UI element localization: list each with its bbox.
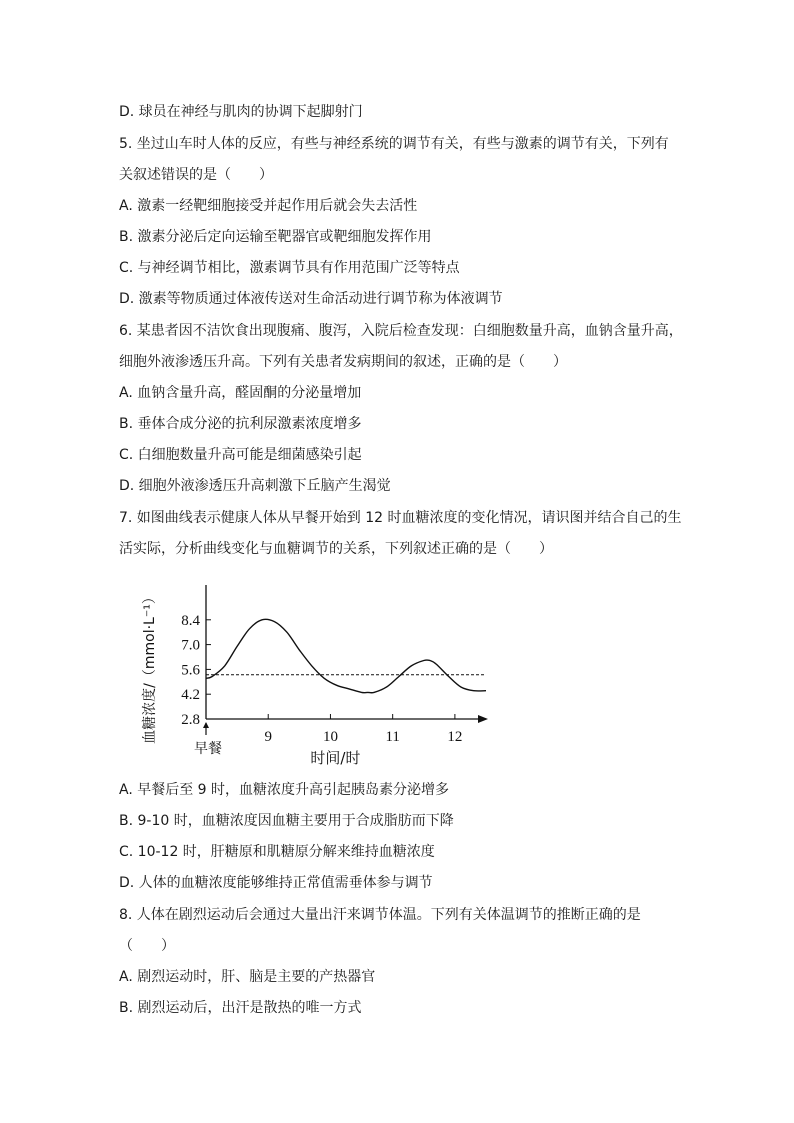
question-6-stem: 6. 某患者因不洁饮食出现腹痛、腹泻，入院后检查发现：白细胞数量升高，血钠含量升高， — [119, 323, 683, 339]
y-tick-label: 5.6 — [181, 662, 200, 679]
x-tick-label: 11 — [385, 729, 400, 745]
y-tick-label: 7.0 — [181, 637, 200, 654]
y-axis-label: 血糖浓度/（mmol·L⁻¹） — [142, 590, 158, 744]
text-line-d-option-q4: D. 球员在神经与肌肉的协调下起脚射门 — [119, 104, 363, 120]
q6-option-a: A. 血钠含量升高，醛固酮的分泌量增加 — [119, 385, 362, 401]
question-5-stem: 5. 坐过山车时人体的反应，有些与神经系统的调节有关，有些与激素的调节有关，下列有 — [119, 136, 669, 152]
x-tick-label: 12 — [447, 729, 463, 745]
q7-option-d: D. 人体的血糖浓度能够维持正常值需垂体参与调节 — [119, 875, 433, 891]
breakfast-label: 早餐 — [194, 741, 222, 757]
x-tick-label: 9 — [264, 729, 272, 745]
breakfast-arrow-head — [203, 722, 209, 728]
q5-option-a: A. 激素一经靶细胞接受并起作用后就会失去活性 — [119, 198, 418, 214]
y-tick-label: 2.8 — [181, 712, 200, 728]
question-7-stem-cont: 活实际，分析曲线变化与血糖调节的关系，下列叙述正确的是（ ） — [119, 541, 553, 557]
blood-glucose-chart — [140, 573, 510, 773]
q5-option-b: B. 激素分泌后定向运输至靶器官或靶细胞发挥作用 — [119, 229, 432, 245]
question-7-stem: 7. 如图曲线表示健康人体从早餐开始到 12 时血糖浓度的变化情况，请识图并结合自己的生 — [119, 510, 682, 526]
q6-option-b: B. 垂体合成分泌的抗利尿激素浓度增多 — [119, 416, 362, 432]
question-5-stem-cont: 关叙述错误的是（ ） — [119, 167, 273, 183]
q6-option-c: C. 白细胞数量升高可能是细菌感染引起 — [119, 447, 362, 463]
blood-glucose-curve — [206, 619, 486, 693]
question-8-stem: 8. 人体在剧烈运动后会通过大量出汗来调节体温。下列有关体温调节的推断正确的是 — [119, 907, 641, 923]
q8-option-b: B. 剧烈运动后，出汗是散热的唯一方式 — [119, 1000, 362, 1016]
x-axis-label: 时间/时 — [310, 749, 361, 767]
question-8-stem-cont: （ ） — [119, 938, 175, 954]
q7-option-c: C. 10-12 时，肝糖原和肌糖原分解来维持血糖浓度 — [119, 844, 435, 860]
x-axis-arrow — [478, 715, 488, 723]
q7-option-b: B. 9-10 时，血糖浓度因血糖主要用于合成脂肪而下降 — [119, 813, 454, 829]
y-tick-label: 8.4 — [181, 612, 200, 629]
q5-option-d: D. 激素等物质通过体液传送对生命活动进行调节称为体液调节 — [119, 291, 503, 307]
q8-option-a: A. 剧烈运动时，肝、脑是主要的产热器官 — [119, 969, 376, 985]
x-tick-label: 10 — [322, 729, 338, 745]
question-6-stem-cont: 细胞外液渗透压升高。下列有关患者发病期间的叙述，正确的是（ ） — [119, 354, 567, 370]
q6-option-d: D. 细胞外液渗透压升高刺激下丘脑产生渴觉 — [119, 478, 391, 494]
q5-option-c: C. 与神经调节相比，激素调节具有作用范围广泛等特点 — [119, 260, 460, 276]
y-tick-label: 4.2 — [181, 687, 200, 704]
q7-option-a: A. 早餐后至 9 时，血糖浓度升高引起胰岛素分泌增多 — [119, 782, 450, 798]
